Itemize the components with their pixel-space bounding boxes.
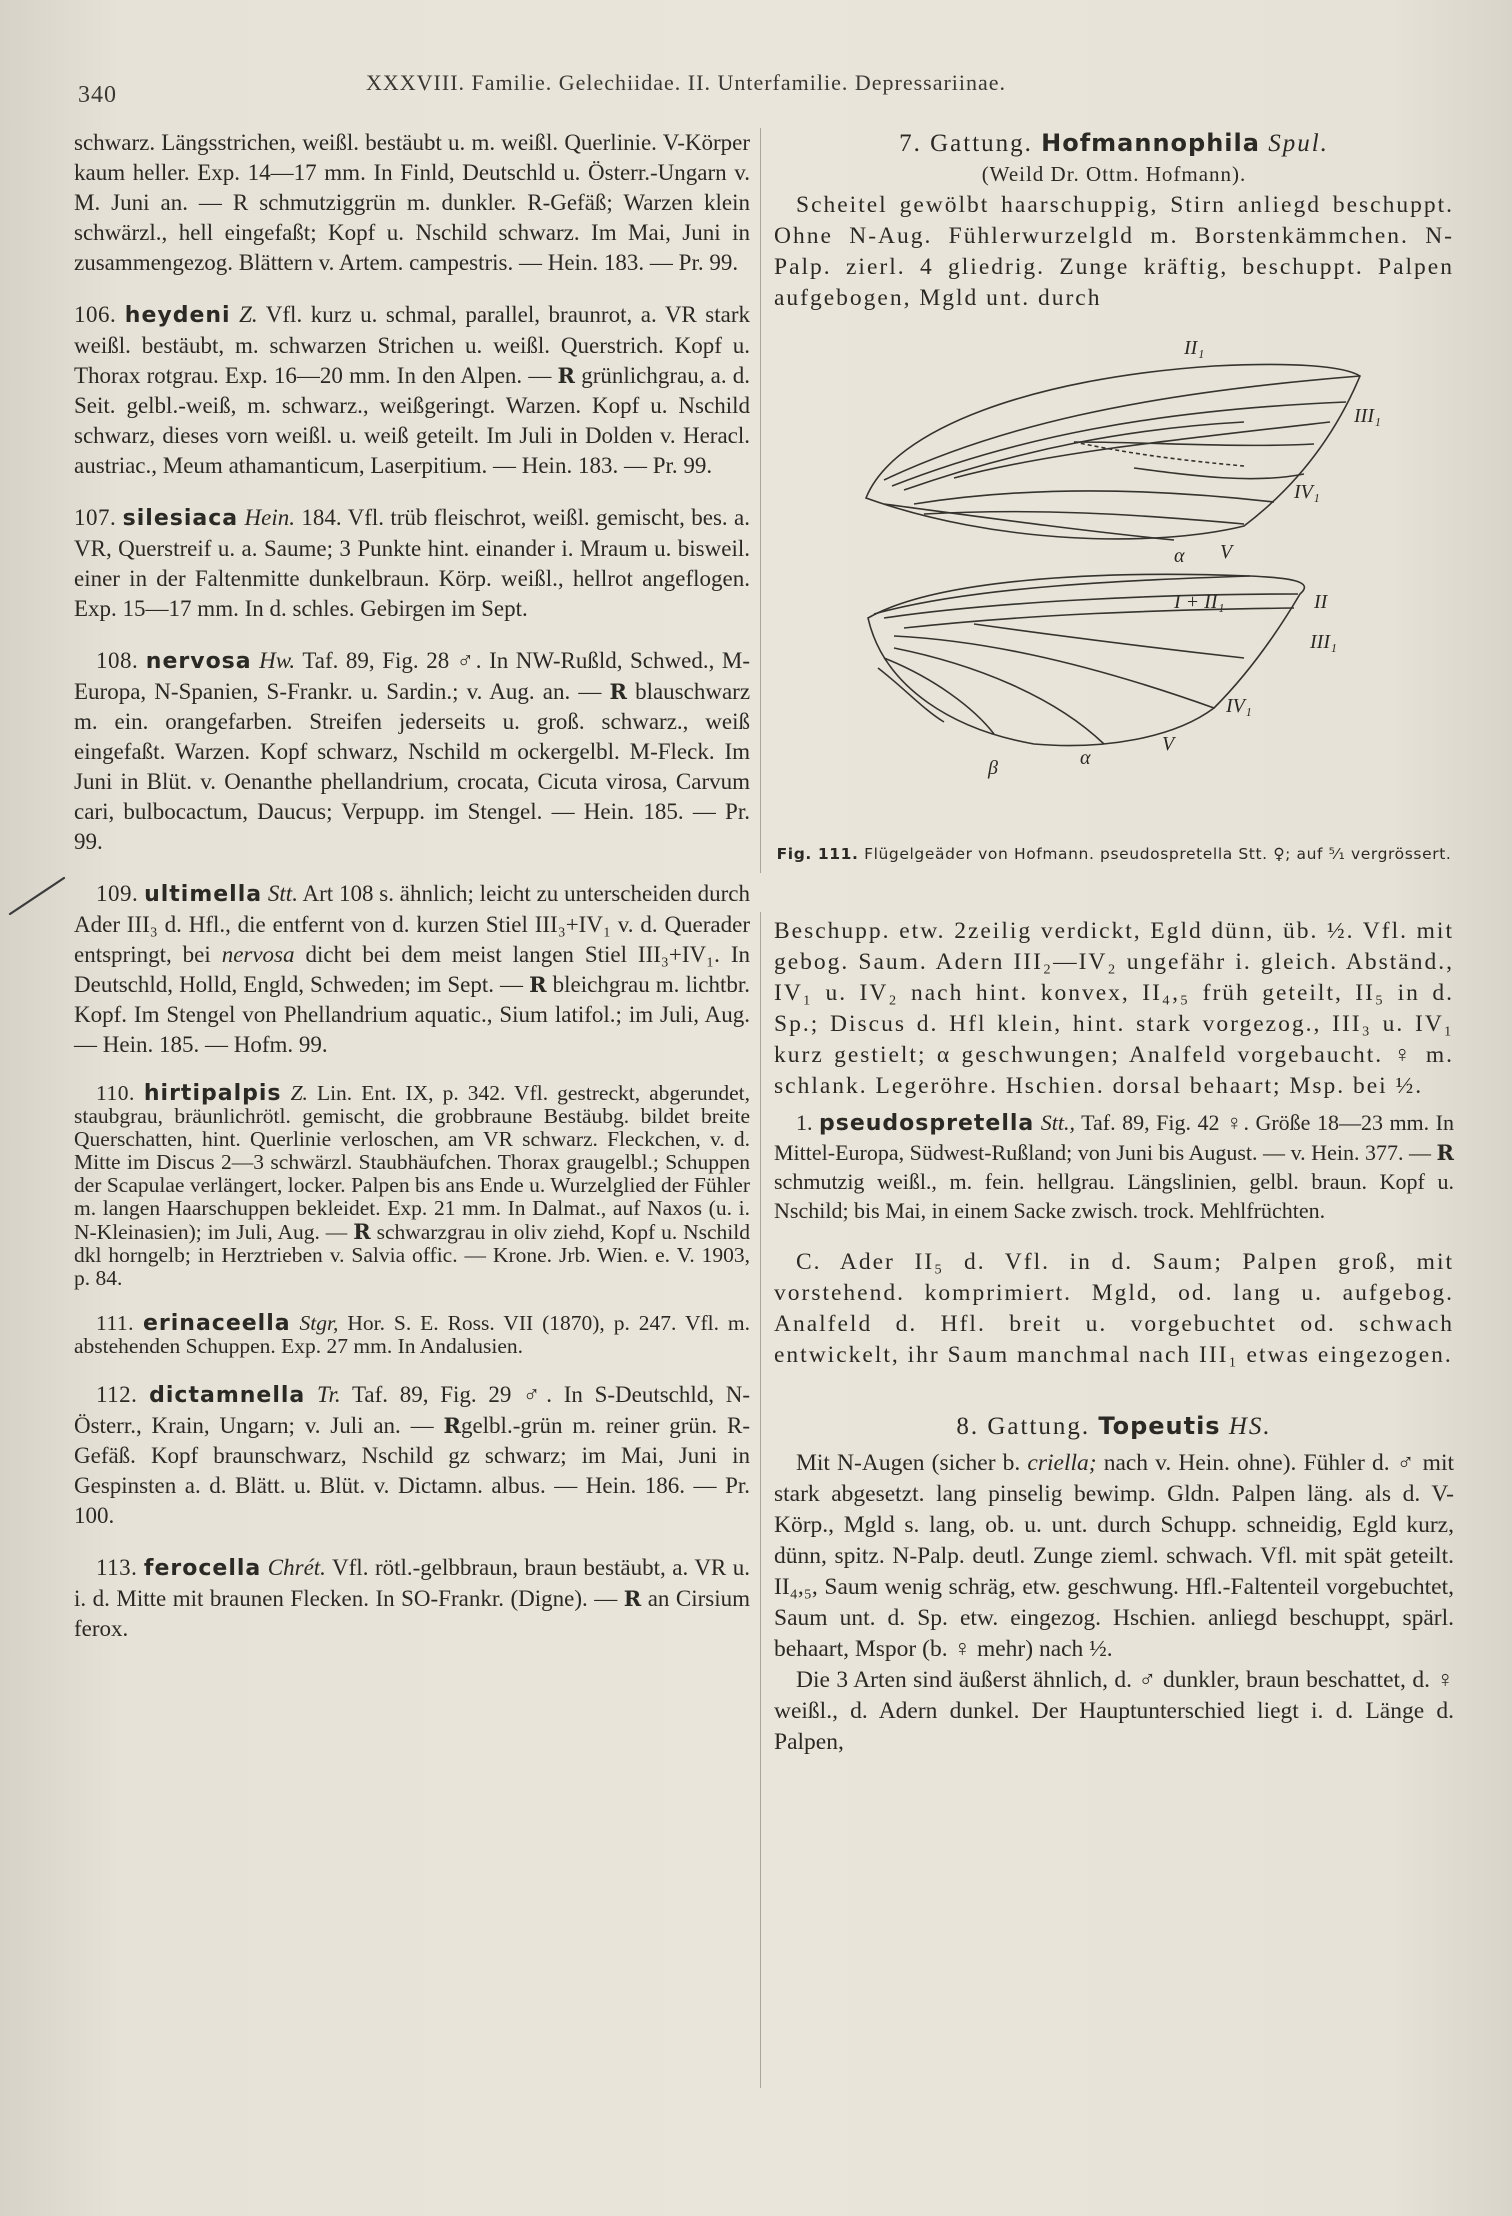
- species-entry-108: [74, 646, 750, 857]
- genus-label: 8. Gattung.: [956, 1413, 1091, 1440]
- entry-text: Taf. 89, Fig. 28 ♂. In NW-Rußld, Schwed., M-Europa, N-Spanien, S-Frankr. u. Sardin.; v. Aug. an. —: [74, 648, 750, 704]
- species-name: pseudospretella: [819, 1111, 1035, 1136]
- entry-text-larva: an Cirsium ferox.: [74, 1586, 751, 1641]
- entry-text-larva: blauschwarz m. ein. orangefarben. Streifen jederseits u. groß. schwarz., weiß eingefaßt. Warzen. Kopf schwarz, Nschild m ockergelbl. M-Fleck. Im Juni in Blüt. v. Oenanthe phellandrium, crocata, Cicuta virosa, Carvum cari, bulbocactum, Daucus; Verpupp. im Stengel. — Hein. 185. — Pr. 99.: [74, 679, 751, 854]
- entry-text-larva: grünlichgrau, a. d. Seit. gelbl.-weiß, m. schwarz., weißgeringt. Warzen. Kopf u. Nschild schwarz, dieses vorn weißl. u. weiß geteilt. Im Juli in Dolden v. Heracl. austriac., Meum athamanticum, Laserpitium. — Hein. 183. — Pr. 99.: [74, 363, 751, 478]
- genus-desc-italic: criella;: [1027, 1450, 1097, 1476]
- vein-label: I + II₁: [1174, 591, 1225, 613]
- running-head: [78, 64, 1168, 108]
- larva-marker: R: [353, 1219, 371, 1244]
- species-entry-pseudospretella: [774, 1108, 1454, 1225]
- vein-label: II: [1314, 591, 1328, 613]
- forewing-vein: [914, 491, 1274, 504]
- entry-number: 110.: [96, 1081, 135, 1105]
- species-author: Tr.: [316, 1382, 341, 1407]
- section-title: XXXVIII. Familie. Gelechiidae. II. Unterfamilie. Depressariinae.: [366, 70, 1007, 95]
- entry-text-larva: schmutzig weißl., m. fein. hellgrau. Längslinien, gelbl. braun. Kopf u. Nschild; bis Mai, in einem Sacke zwisch. trock. Mehlfrüchten.: [774, 1169, 1454, 1223]
- entry-number: 107.: [74, 505, 117, 530]
- species-name: ferocella: [143, 1556, 262, 1581]
- entry-text: Hor. S. E. Ross. VII (1870), p. 247. Vfl. m. abstehenden Schuppen. Exp. 27 mm. In Andalusien.: [74, 1311, 751, 1358]
- entry-text: Vfl. rötl.-gelbbraun, braun bestäubt, a. VR u. i. d. Mitte mit braunen Flecken. In SO-Frankr. (Digne). —: [74, 1555, 751, 1611]
- vein-label: II₁: [1184, 337, 1205, 359]
- figure-caption-text: Flügelgeäder von Hofmann. pseudospretella Stt. ♀; auf ⁵⁄₁ vergrössert.: [864, 845, 1452, 863]
- forewing-vein: [1074, 442, 1314, 445]
- vein-label: IV₁: [1294, 481, 1320, 503]
- entry-number: 1.: [796, 1110, 813, 1135]
- species-author: Stgr,: [299, 1311, 339, 1335]
- genus-name: Hofmannophila: [1041, 129, 1260, 157]
- species-entry-106: [74, 300, 750, 481]
- column-divider: [760, 128, 761, 2088]
- hindwing-vein: [894, 648, 1104, 744]
- larva-marker: R: [557, 363, 575, 388]
- larva-marker: R: [529, 972, 547, 997]
- entry-number: 106.: [74, 302, 117, 327]
- vein-label: β: [988, 757, 998, 779]
- hindwing-vein: [904, 608, 1294, 628]
- species-author: Chrét.: [267, 1555, 326, 1580]
- vein-label: V: [1220, 541, 1233, 563]
- entry-text-larva: bleichgrau m. lichtbr. Kopf. Im Stengel von Phellandrium aquatic., Sium latifol.; im Juli, Aug. — Hein. 185. — Hofm. 99.: [74, 972, 750, 1057]
- entry-text: Vfl. kurz u. schmal, parallel, braunrot, a. VR stark weißl. bestäubt, m. schwarzen Strichen u. weißl. Querstrich. Kopf u. Thorax rotgrau. Exp. 16—20 mm. In den Alpen. —: [74, 302, 751, 388]
- entry-text: Taf. 89, Fig. 29 ♂. In S-Deutschld, N-Österr., Krain, Ungarn; v. Juli an. —: [74, 1382, 751, 1438]
- species-author: Stt.: [267, 881, 298, 906]
- species-name: heydeni: [124, 303, 231, 328]
- vein-label: IV₁: [1226, 695, 1252, 717]
- entry-text-cont: dicht bei dem meist langen Stiel III₃+IV₁. In Deutschld, Holld, Engld, Schweden; im Sept. —: [74, 942, 751, 997]
- larva-marker: R: [1436, 1140, 1454, 1165]
- genus-heading-7: [774, 128, 1454, 159]
- figure-number: Fig. 111.: [776, 845, 859, 863]
- section-c-note: C. Ader II₅ d. Vfl. in d. Saum; Palpen groß, mit vorstehend. komprimiert. Mgld, od. lang u. aufgebog. Analfeld d. Hfl. breit u. vorgebuchtet od. schwach entwickelt, ihr Saum manchmal nach III₁ etwas eingezogen.: [774, 1249, 1454, 1368]
- left-column: [74, 128, 750, 1644]
- species-name: nervosa: [145, 649, 252, 674]
- vein-label: III₁: [1310, 631, 1337, 653]
- genus-author: HS.: [1228, 1413, 1272, 1440]
- genus-description: Scheitel gewölbt haarschuppig, Stirn anliegd beschuppt. Ohne N-Aug. Fühlerwurzelgld m. Borstenkämmchen. N-Palp. zierl. 4 gliedrig. Zunge kräftig, beschuppt. Palpen aufgebogen, Mgld unt. durch: [774, 192, 1454, 311]
- genus-dedication: (Weild Dr. Ottm. Hofmann).: [981, 162, 1247, 186]
- forewing-vein: [892, 402, 1346, 486]
- vein-label: α: [1174, 545, 1185, 567]
- genus-desc-part: Mit N-Augen (sicher b.: [796, 1450, 1021, 1476]
- genus-description-cont: Beschupp. etw. 2zeilig verdickt, Egld dünn, üb. ½. Vfl. mit gebog. Saum. Adern III₂—IV₂ ungefähr i. gleich. Abständ., IV₁ u. IV₂ nach hint. konvex, II₄,₅ früh geteilt, II₅ in d. Sp.; Discus d. Hfl klein, hint. stark vorgezog., III₃ u. IV₁ kurz gestielt; α geschwungen; Analfeld vorgebaucht. ♀ m. schlank. Legeröhre. Hschien. dorsal behaart; Msp. bei ½.: [774, 918, 1454, 1099]
- entry-text: Taf. 89, Fig. 42 ♀. Größe 18—23 mm. In Mittel-Europa, Südwest-Rußland; von Juni bis August. — v. Hein. 377. —: [774, 1110, 1454, 1165]
- species-entry-111: [74, 1312, 750, 1358]
- species-entry-109: [74, 879, 750, 1060]
- entry-text-larva: gelbl.-grün m. reiner grün. R-Gefäß. Kopf braunschwarz, Nschild gz schwarz; im Mai, Juni in Gespinsten a. d. Blätt. u. Blüt. v. Dictamn. albus. — Hein. 186. — Pr. 100.: [74, 1413, 751, 1528]
- genus-heading-8: [774, 1411, 1454, 1442]
- wing-venation-figure: [774, 318, 1454, 916]
- entry-number: 112.: [96, 1382, 138, 1407]
- hindwing-vein: [894, 636, 1214, 708]
- species-author: Z.: [290, 1081, 308, 1105]
- species-name: erinaceella: [142, 1311, 291, 1336]
- entry-text: Lin. Ent. IX, p. 342. Vfl. gestreckt, abgerundet, staubgrau, bräunlichrötl. gemischt, die grobbraune Bestäubg. bildet breite Querschatten, hint. Querlinie verloschen, am VR schwarz. Fleckchen, v. d. Mitte im Discus 2—3 schwärzl. Staubhäufchen. Thorax graugelbl.; Schuppen der Scapulae verlängert, locker. Palpen bis ans Ende u. Wurzelglied der Fühler m. langen Haarschuppen bekleidet. Exp. 21 mm. In Dalmat., auf Naxos (u. i. N-Kleinasien); im Juli, Aug. —: [74, 1081, 751, 1244]
- entry-number: 111.: [96, 1311, 135, 1335]
- species-name: hirtipalpis: [143, 1081, 282, 1106]
- entry-text: 184. Vfl. trüb fleischrot, weißl. gemischt, bes. a. VR, Querstreif u. a. Saume; 3 Punkte hint. einander i. Mraum u. bisweil. einer in der Faltenmitte dunkelbraun. Körp. weißl., hellrot angeflogen. Exp. 15—17 mm. In d. schles. Gebirgen im Sept.: [74, 505, 750, 621]
- species-entry-110: [74, 1082, 750, 1290]
- genus-name: Topeutis: [1098, 1412, 1221, 1440]
- genus-label: 7. Gattung.: [899, 130, 1033, 157]
- entry-number: 108.: [96, 648, 139, 673]
- species-author: Hein.: [244, 505, 295, 530]
- right-column: [774, 128, 1454, 1758]
- species-entry-112: [74, 1380, 750, 1531]
- genus-desc-part: nach v. Hein. ohne). Fühler d. ♂ mit stark abgesetzt. lang pinselig bewimp. Gldn. Palpen läng. als d. V-Körp., Mgld s. lang, ob. u. unt. durch Schupp. schneidig, Egld kurz, dünn, spitz. N-Palp. deutl. Zunge zieml. schwach. Vfl. mit spät geteilt. II₄,₅, Saum wenig schräg, etw. geschwung. Hfl.-Faltenteil vorgebuchtet, Saum unt. d. Sp. etw. eingezog. Hschien. anliegd beschuppt, spärl. behaart, Mspor (b. ♀ mehr) nach ½.: [774, 1450, 1455, 1662]
- species-reference-italic: nervosa: [221, 942, 295, 967]
- forewing-vein: [924, 512, 1244, 524]
- genus-description-8-cont: Die 3 Arten sind äußerst ähnlich, d. ♂ dunkler, braun beschattet, d. ♀ weißl., d. Adern dunkel. Der Hauptunterschied liegt i. d. Länge d. Palpen,: [774, 1667, 1454, 1755]
- larva-marker: R: [443, 1413, 461, 1438]
- species-author: Hw.: [259, 648, 296, 673]
- figure-caption: [774, 844, 1454, 865]
- entry-text-larva: schwarzgrau in oliv ziehd, Kopf u. Nschild dkl horngelb; in Herztrieben v. Salvia offic. — Krone. Jrb. Wien. e. V. 1903, p. 84.: [74, 1220, 751, 1290]
- species-name: ultimella: [144, 882, 263, 907]
- vein-label: α: [1080, 747, 1091, 769]
- vein-label: III₁: [1354, 405, 1381, 427]
- hindwing-vein: [884, 658, 994, 734]
- species-entry-107: [74, 503, 750, 624]
- genus-description-8: [774, 1448, 1454, 1665]
- wing-venation-drawing: [774, 318, 1454, 838]
- continued-entry-text: schwarz. Längsstrichen, weißl. bestäubt u. m. weißl. Querlinie. V-Körper kaum heller. Exp. 14—17 mm. In Finld, Deutschld u. Österr.-Ungarn v. M. Juni an. — R schmutziggrün m. dunkler. R-Gefäß; Warzen klein schwärzl., hell eingefaßt; Kopf u. Nschild schwarz. Im Mai, Juni in zusammengezog. Blättern v. Artem. campestris. — Hein. 183. — Pr. 99.: [74, 130, 750, 275]
- entry-number: 109.: [96, 881, 139, 906]
- entry-text: Art 108 s. ähnlich; leicht zu unterscheiden durch Ader III₃ d. Hfl., die entfernt von d. kurzen Stiel III₃+IV₁ v. d. Querader entspringt, bei: [74, 881, 751, 967]
- hindwing-vein: [878, 668, 944, 722]
- forewing-vein: [884, 376, 1360, 480]
- species-entry-113: [74, 1553, 750, 1644]
- forewing-vein: [1134, 468, 1304, 479]
- species-author: Stt.,: [1040, 1110, 1076, 1135]
- larva-marker: R: [609, 679, 627, 704]
- pencil-margin-mark: [6, 870, 70, 920]
- species-name: dictamnella: [149, 1383, 306, 1408]
- page-number: 340: [78, 82, 117, 108]
- genus-author: Spul.: [1268, 130, 1329, 157]
- vein-label: V: [1162, 733, 1175, 755]
- species-name: silesiaca: [122, 506, 239, 531]
- hindwing-vein: [974, 624, 1244, 658]
- species-author: Z.: [239, 302, 258, 327]
- entry-number: 113.: [96, 1555, 138, 1580]
- larva-marker: R: [623, 1586, 642, 1611]
